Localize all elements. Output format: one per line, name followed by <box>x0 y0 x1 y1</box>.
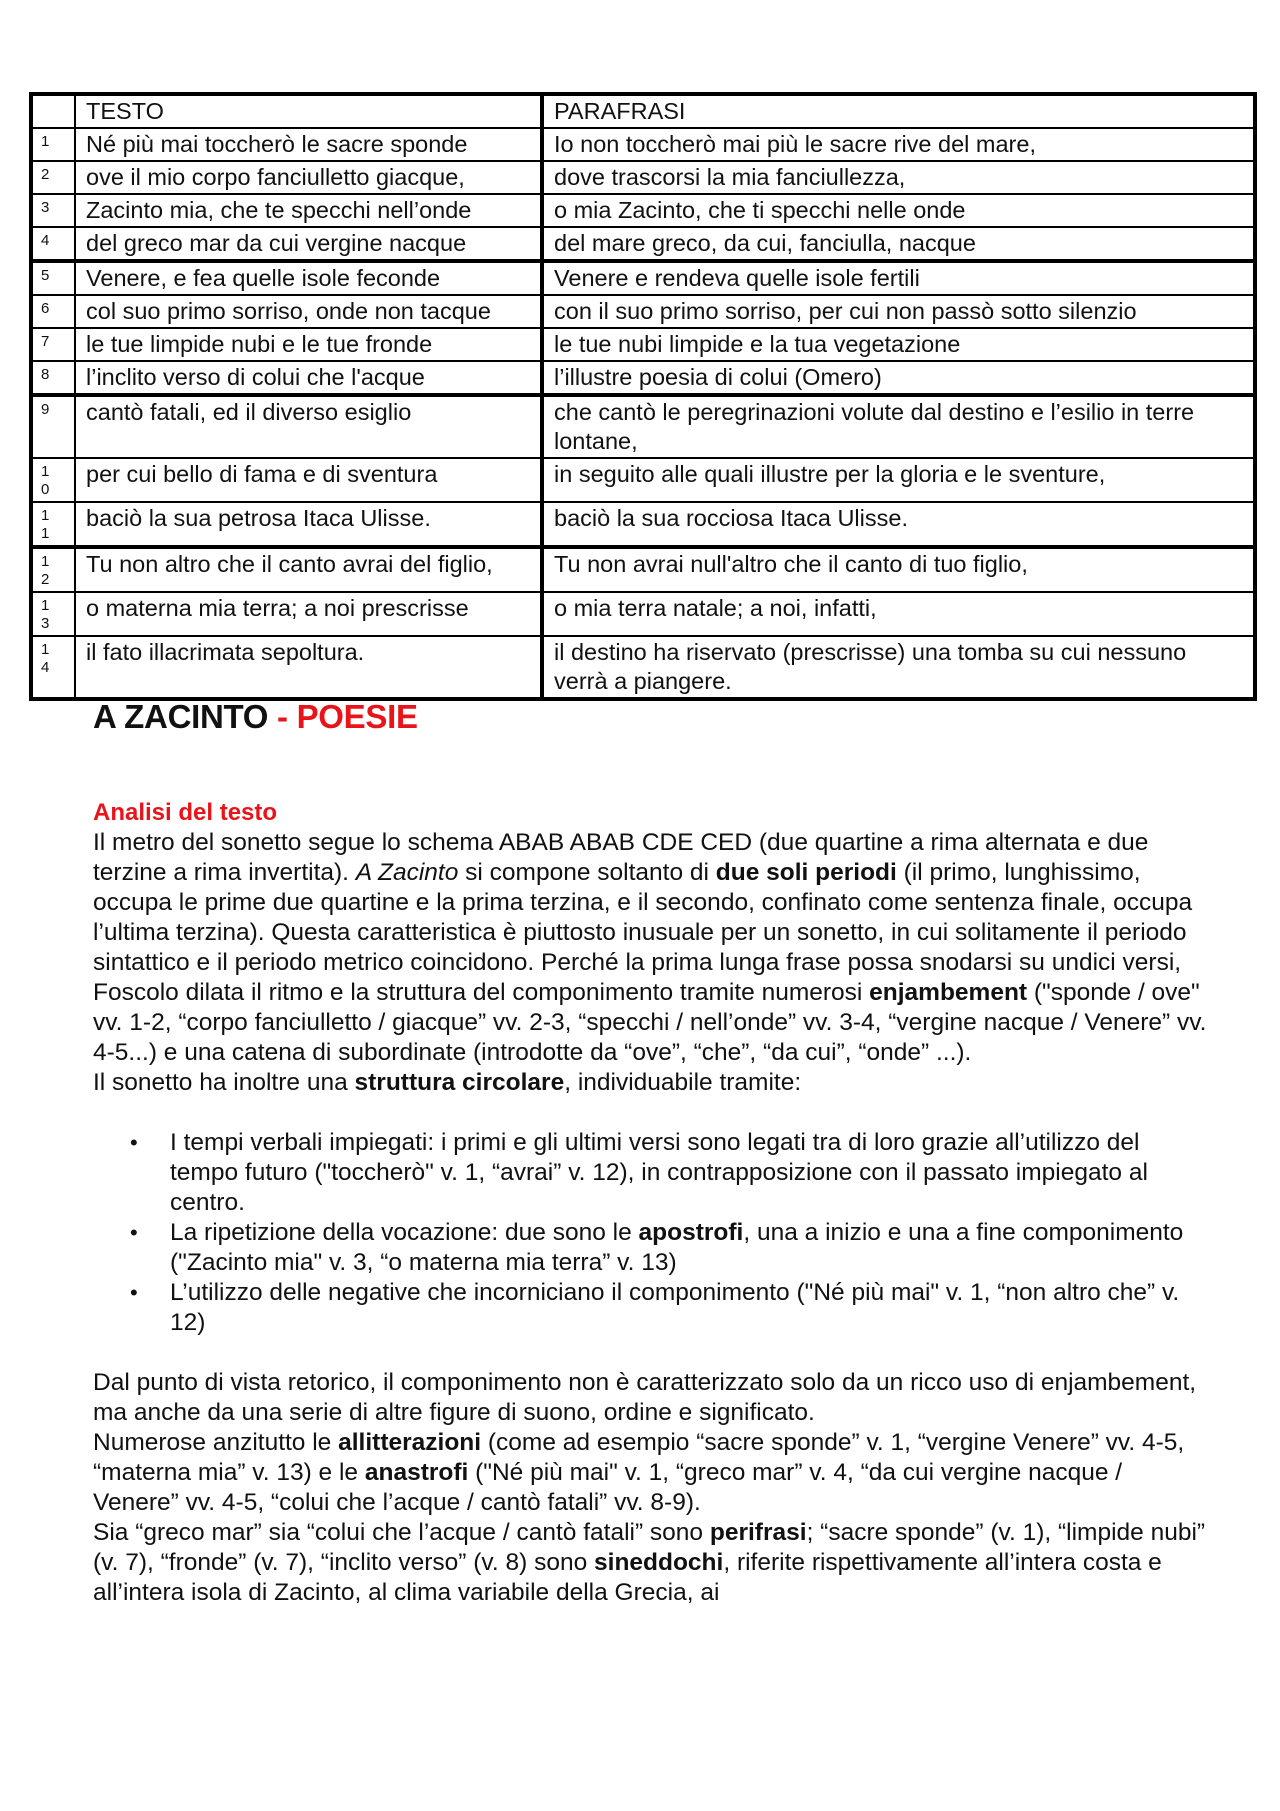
page-title <box>93 698 418 736</box>
text-run-bold: anastrofi <box>364 1459 469 1486</box>
verse-text: baciò la sua petrosa Itaca Ulisse. <box>75 502 542 547</box>
verse-text: per cui bello di fama e di sventura <box>75 458 542 502</box>
verse-number <box>31 502 75 547</box>
verse-paraphrase: il destino ha riservato (prescrisse) una tomba su cui nessuno verrà a piangere. <box>542 636 1255 699</box>
verse-paraphrase: Io non toccherò mai più le sacre rive del mare, <box>542 128 1255 161</box>
title-main: A ZACINTO <box>93 698 269 735</box>
table-header-row <box>31 94 1255 128</box>
text-run: , una a inizio e una a fine componimento ("Zacinto mia" v. 3, “o materna mia terra” v. 13) <box>170 1219 1184 1276</box>
title-accent: POESIE <box>296 698 418 735</box>
text-run: ; “sacre sponde” (v. 1), “limpide nubi” (v. 7), “fronde” (v. 7), “inclito verso” (v. 8) sono <box>93 1519 1206 1576</box>
table-row <box>31 161 1255 194</box>
verse-number-text: 10 <box>41 463 50 498</box>
text-run-italic: A Zacinto <box>355 859 459 886</box>
analysis-heading: Analisi del testo <box>93 799 278 826</box>
verse-paraphrase: o mia Zacinto, che ti specchi nelle onde <box>542 194 1255 227</box>
verse-number <box>31 161 75 194</box>
text-run-bold: allitterazioni <box>338 1429 482 1456</box>
verse-text: cantò fatali, ed il diverso esiglio <box>75 395 542 458</box>
verse-number-text: 3 <box>41 199 50 216</box>
text-run: (il primo, lunghissimo, occupa le prime due quartine e la prima terzina, e il secondo, confinato come sentenza finale, occupa l’ultima terzina). Questa caratteristica è piuttosto inusuale per un sonetto, in cui solitamente il periodo sintattico e il periodo metrico coincidono. Perché la prima lunga frase possa snodarsi su undici versi, Foscolo dilata il ritmo e la struttura del componimento tramite numerosi <box>93 859 1193 1006</box>
verse-number <box>31 361 75 395</box>
verse-number-text: 8 <box>41 366 50 383</box>
bullet-list <box>93 1128 1213 1338</box>
verse-text: ove il mio corpo fanciulletto giacque, <box>75 161 542 194</box>
verse-paraphrase: o mia terra natale; a noi, infatti, <box>542 592 1255 636</box>
text-run: I tempi verbali impiegati: i primi e gli ultimi versi sono legati tra di loro grazie all’utilizzo del tempo futuro ("toccherò" v. 1, “avrai” v. 12), in contrapposizione con il passato impiegato al centro. <box>170 1129 1148 1216</box>
verse-number-text: 13 <box>41 597 50 632</box>
verse-text: Zacinto mia, che te specchi nell’onde <box>75 194 542 227</box>
verse-text: Né più mai toccherò le sacre sponde <box>75 128 542 161</box>
text-run: Il metro del sonetto segue lo schema ABAB ABAB CDE CED (due quartine a rima alternata e due terzine a rima invertita). <box>93 829 1149 886</box>
verse-number-text: 5 <box>41 267 50 284</box>
text-run: L’utilizzo delle negative che incorniciano il componimento ("Né più mai" v. 1, “non altro che” v. 12) <box>170 1279 1180 1336</box>
bullet-icon: • <box>130 1130 138 1155</box>
verse-number-text: 6 <box>41 300 50 317</box>
verse-number <box>31 295 75 328</box>
text-run-bold: struttura circolare <box>354 1069 565 1096</box>
verse-text: Tu non altro che il canto avrai del figlio, <box>75 547 542 592</box>
text-run: si compone soltanto di <box>458 859 716 886</box>
verse-paraphrase: l’illustre poesia di colui (Omero) <box>542 361 1255 395</box>
table-row <box>31 395 1255 458</box>
verse-text: o materna mia terra; a noi prescrisse <box>75 592 542 636</box>
text-run-bold: enjambement <box>869 979 1028 1006</box>
analysis-paragraph-struttura <box>93 1068 1213 1098</box>
verse-paraphrase: Tu non avrai null'altro che il canto di tuo figlio, <box>542 547 1255 592</box>
analysis-paragraph-retorica: Dal punto di vista retorico, il componimento non è caratterizzato solo da un ricco uso di enjambement, ma anche da una serie di altre figure di suono, ordine e significato. <box>93 1369 1197 1426</box>
list-item <box>130 1218 1213 1278</box>
verse-number-text: 11 <box>41 507 50 542</box>
verse-text: del greco mar da cui vergine nacque <box>75 227 542 261</box>
table-row <box>31 547 1255 592</box>
verse-number <box>31 227 75 261</box>
table-row <box>31 295 1255 328</box>
text-run: , riferite rispettivamente all’intera costa e all’intera isola di Zacinto, al clima variabile della Grecia, ai <box>93 1549 1162 1606</box>
verse-number-text: 7 <box>41 333 50 350</box>
analysis-section <box>93 798 1213 1608</box>
text-run-bold: apostrofi <box>638 1219 744 1246</box>
analysis-paragraph-metro <box>93 828 1213 1068</box>
verse-number <box>31 128 75 161</box>
verse-number <box>31 194 75 227</box>
verse-text: il fato illacrimata sepoltura. <box>75 636 542 699</box>
verse-number-text: 2 <box>41 166 50 183</box>
verse-text: le tue limpide nubi e le tue fronde <box>75 328 542 361</box>
text-run: Numerose anzitutto le <box>93 1429 339 1456</box>
bullet-icon: • <box>130 1280 138 1305</box>
table-row <box>31 261 1255 295</box>
verse-paraphrase: dove trascorsi la mia fanciullezza, <box>542 161 1255 194</box>
table-row <box>31 361 1255 395</box>
verse-paraphrase: le tue nubi limpide e la tua vegetazione <box>542 328 1255 361</box>
text-run: (come ad esempio “sacre sponde” v. 1, “vergine Venere” vv. 4-5, “materna mia” v. 13) e le <box>93 1429 1185 1486</box>
text-run: ("Né più mai" v. 1, “greco mar” v. 4, “da cui vergine nacque / Venere” vv. 4-5, “colui che l’acque / cantò fatali” vv. 8-9). <box>93 1459 1123 1516</box>
bullet-icon: • <box>130 1220 138 1245</box>
list-item <box>130 1128 1213 1218</box>
text-run: , individuabile tramite: <box>564 1069 802 1096</box>
verse-text: l’inclito verso di colui che l'acque <box>75 361 542 395</box>
table-row <box>31 502 1255 547</box>
verse-text: col suo primo sorriso, onde non tacque <box>75 295 542 328</box>
verse-number-text: 4 <box>41 232 50 249</box>
text-run-bold: due soli periodi <box>715 859 897 886</box>
verse-paraphrase: in seguito alle quali illustre per la gloria e le sventure, <box>542 458 1255 502</box>
table-row <box>31 227 1255 261</box>
verse-number <box>31 458 75 502</box>
sonnet-table <box>29 92 1257 701</box>
table-row <box>31 194 1255 227</box>
title-separator: - <box>268 698 297 735</box>
verse-number <box>31 636 75 699</box>
verse-paraphrase: Venere e rendeva quelle isole fertili <box>542 261 1255 295</box>
text-run-bold: sineddochi <box>594 1549 724 1576</box>
verse-paraphrase: del mare greco, da cui, fanciulla, nacque <box>542 227 1255 261</box>
verse-number <box>31 592 75 636</box>
verse-number-text: 9 <box>41 401 50 418</box>
verse-number-text: 12 <box>41 553 50 588</box>
header-num-cell <box>31 94 75 128</box>
table-row <box>31 458 1255 502</box>
header-parafrasi: PARAFRASI <box>542 94 1255 128</box>
verse-number <box>31 261 75 295</box>
header-testo: TESTO <box>75 94 542 128</box>
table-row <box>31 128 1255 161</box>
table-row <box>31 592 1255 636</box>
text-run: La ripetizione della vocazione: due sono le <box>170 1219 639 1246</box>
list-item <box>130 1278 1213 1338</box>
table-row <box>31 328 1255 361</box>
verse-number-text: 1 <box>41 133 50 150</box>
verse-paraphrase: baciò la sua rocciosa Itaca Ulisse. <box>542 502 1255 547</box>
text-run: ("sponde / ove" vv. 1-2, “corpo fanciulletto / giacque” vv. 2-3, “specchi / nell’onde” vv. 3-4, “vergine nacque / Venere” vv. 4-5...) e una catena di subordinate (introdotte da “ove”, “che”, “da cui”, “onde” ...). <box>93 979 1207 1066</box>
verse-paraphrase: con il suo primo sorriso, per cui non passò sotto silenzio <box>542 295 1255 328</box>
verse-number <box>31 547 75 592</box>
analysis-paragraph-figure <box>93 1428 1213 1518</box>
text-run: Sia “greco mar” sia “colui che l’acque / cantò fatali” sono <box>93 1519 710 1546</box>
verse-number <box>31 328 75 361</box>
table-row <box>31 636 1255 699</box>
verse-number <box>31 395 75 458</box>
verse-number-text: 14 <box>41 641 50 676</box>
text-run: Il sonetto ha inoltre una <box>93 1069 355 1096</box>
verse-paraphrase: che cantò le peregrinazioni volute dal destino e l’esilio in terre lontane, <box>542 395 1255 458</box>
analysis-paragraph-perifrasi <box>93 1518 1213 1608</box>
verse-text: Venere, e fea quelle isole feconde <box>75 261 542 295</box>
text-run-bold: perifrasi <box>709 1519 807 1546</box>
